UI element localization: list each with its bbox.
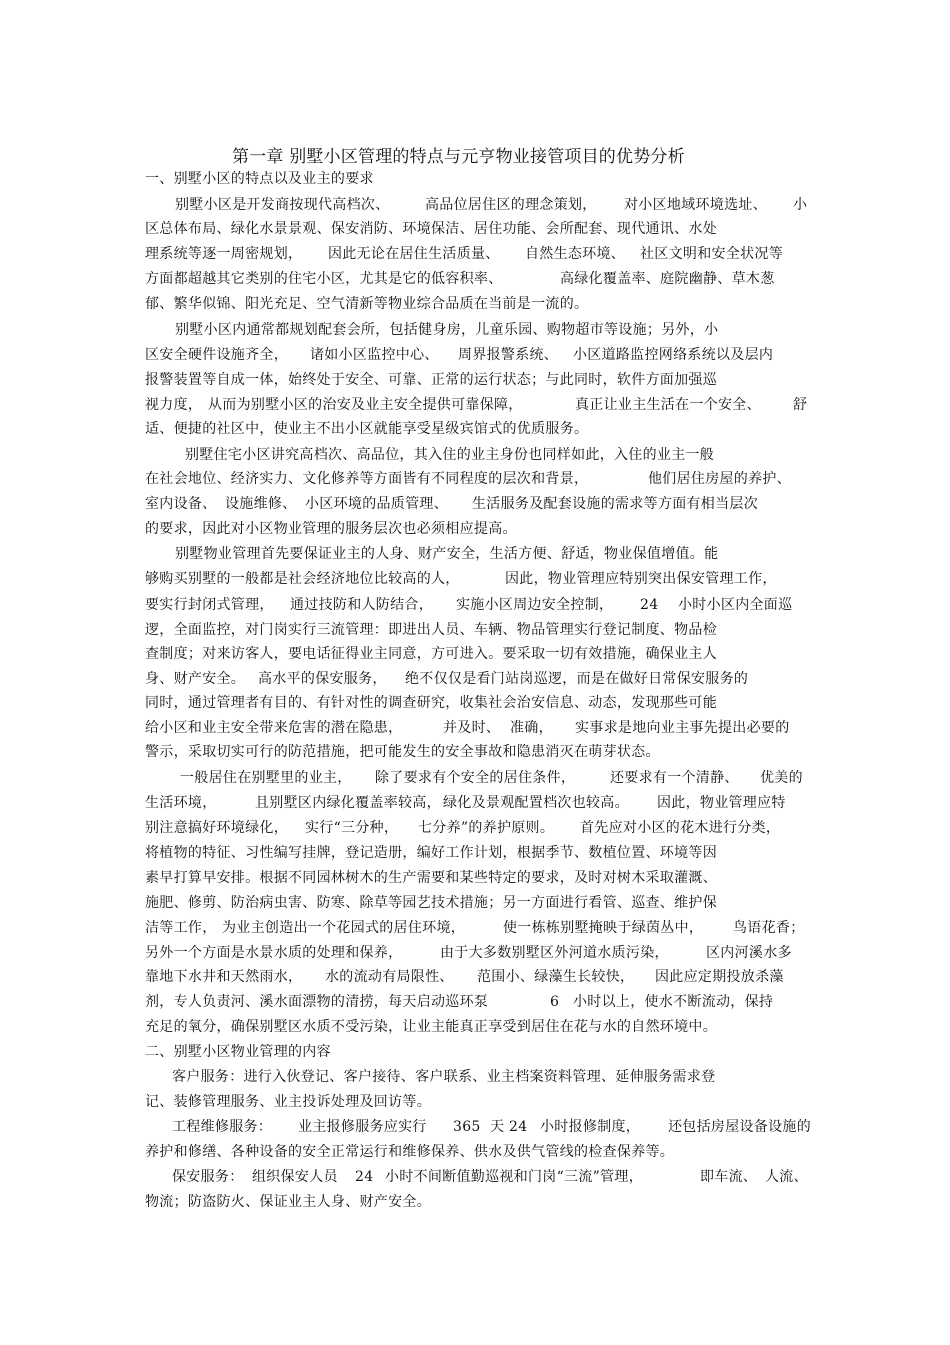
text-segment: 并及时、	[443, 720, 501, 736]
text-segment: 实行“三分种，	[305, 820, 399, 836]
text-segment: 视力度，	[145, 397, 203, 413]
paragraph-line: 物流；防盗防火、保证业主人身、财产安全。	[145, 1194, 431, 1210]
paragraph-line: 别墅物业管理首先要保证业主的人身、财产安全，生活方便、舒适，物业保值增值。能	[175, 546, 719, 562]
paragraph-line: 郁、繁华似锦、阳光充足、空气清新等物业综合品质在当前是一流的。	[145, 296, 589, 312]
paragraph-line: 记、装修管理服务、业主投诉处理及回访等。	[145, 1094, 431, 1110]
text-segment: 设施维修、	[225, 496, 297, 512]
text-segment: 小区道路监控网络系统以及层内	[573, 347, 774, 363]
text-segment: 组织保安人员	[252, 1169, 338, 1185]
text-segment: 要实行封闭式管理，	[145, 597, 274, 613]
text-segment: 因此无论在居住生活质量、	[328, 246, 500, 262]
section-heading: 二、别墅小区物业管理的内容	[145, 1044, 331, 1060]
chapter-title: 第一章 别墅小区管理的特点与元亨物业接管项目的优势分析	[232, 147, 685, 167]
text-segment: 高品位居住区的理念策划，	[425, 197, 597, 213]
text-segment: 由于大多数别墅区外河道水质污染，	[440, 945, 669, 961]
text-segment: 七分养”的养护原则。	[418, 820, 555, 836]
text-segment: 业主报修服务应实行	[298, 1119, 427, 1135]
text-segment: 小时小区内全面巡	[678, 597, 793, 613]
text-segment: 工程维修服务：	[172, 1119, 273, 1135]
text-segment: 区安全硬件设施齐全，	[145, 347, 288, 363]
section-heading: 一、别墅小区的特点以及业主的要求	[145, 171, 374, 187]
text-segment: 天 24	[490, 1119, 528, 1135]
text-segment: 剂，专人负责河、溪水面漂物的清捞，每天启动巡环泵	[145, 994, 489, 1010]
text-segment: 24	[640, 597, 659, 613]
text-segment: 绝不仅仅是看门站岗巡逻，而是在做好日常保安服务的	[405, 671, 749, 687]
paragraph-line: 逻，全面监控，对门岗实行三流管理：即进出人员、车辆、物品管理实行登记制度、物品检	[145, 622, 717, 638]
text-segment: 水的流动有局限性、	[325, 969, 454, 985]
text-segment: 优美的	[760, 770, 803, 786]
text-segment: 6	[550, 994, 560, 1010]
text-segment: 室内设备、	[145, 496, 217, 512]
text-segment: 因此应定期投放杀藻	[655, 969, 784, 985]
text-segment: 小区环境的品质管理、	[305, 496, 448, 512]
text-segment: 即车流、	[700, 1169, 758, 1185]
text-segment: 小	[793, 197, 808, 213]
text-segment: 实事求是地向业主事先提出必要的	[575, 720, 790, 736]
text-segment: 周界报警系统、	[458, 347, 559, 363]
text-segment: 身、财产安全。	[145, 671, 246, 687]
text-segment: 为业主创造出一个花园式的居住环境，	[222, 920, 466, 936]
text-segment: 通过技防和人防结合，	[290, 597, 433, 613]
text-segment: 高水平的保安服务，	[258, 671, 387, 687]
text-segment: 除了要求有个安全的居住条件，	[375, 770, 576, 786]
text-segment: 够购买别墅的一般都是社会经济地位比较高的人，	[145, 571, 460, 587]
paragraph-line: 客户服务：进行入伙登记、客户接待、客户联系、业主档案资料管理、延伸服务需求登	[172, 1069, 716, 1085]
paragraph-line: 别墅住宅小区讲究高档次、高品位，其入住的业主身份也同样如此，入住的业主一般	[185, 447, 715, 463]
text-segment: 在社会地位、经济实力、文化修养等方面皆有不同程度的层次和背景，	[145, 471, 589, 487]
paragraph-line: 查制度；对来访客人，要电话征得业主同意，方可进入。要采取一切有效措施，确保业主人	[145, 646, 717, 662]
text-segment: 首先应对小区的花木进行分类，	[580, 820, 781, 836]
text-segment: 舒	[793, 397, 808, 413]
paragraph-line: 警示，采取切实可行的防范措施，把可能发生的安全事故和隐患消灭在萌芽状态。	[145, 744, 660, 760]
text-segment: 他们居住房屋的养护、	[648, 471, 791, 487]
paragraph-line: 区总体布局、绿化水景景观、保安消防、环境保洁、居住功能、会所配套、现代通讯、水处	[145, 221, 717, 237]
text-segment: 因此，物业管理应特别突出保安管理工作，	[505, 571, 777, 587]
text-segment: 从而为别墅小区的治安及业主安全提供可靠保障，	[208, 397, 523, 413]
paragraph-line: 将植物的特征、习性编写挂牌，登记造册，编好工作计划，根据季节、数植位置、环境等因	[145, 845, 717, 861]
text-segment: 准确，	[510, 720, 553, 736]
text-segment: 绿化及景观配置档次也较高。	[443, 795, 629, 811]
text-segment: 保安服务：	[172, 1169, 244, 1185]
text-segment: 区内河溪水多	[706, 945, 792, 961]
paragraph-line: 的要求，因此对小区物业管理的服务层次也必须相应提高。	[145, 521, 517, 537]
paragraph-line: 报警装置等自成一体，始终处于安全、可靠、正常的运行状态；与此同时，软件方面加强巡	[145, 372, 717, 388]
text-segment: 范围小、绿藻生长较快，	[477, 969, 635, 985]
text-segment: 别墅小区是开发商按现代高档次、	[175, 197, 390, 213]
paragraph-line: 别墅小区内通常都规划配套会所，包括健身房，儿童乐园、购物超市等设施；另外，小	[175, 322, 719, 338]
text-segment: 生活服务及配套设施的需求等方面有相当层次	[472, 496, 758, 512]
text-segment: 诸如小区监控中心、	[310, 347, 439, 363]
text-segment: 因此，物业管理应特	[657, 795, 786, 811]
text-segment: 别注意搞好环境绿化，	[145, 820, 288, 836]
text-segment: 鸟语花香；	[733, 920, 805, 936]
text-segment: 还要求有一个清静、	[610, 770, 739, 786]
text-segment: 给小区和业主安全带来危害的潜在隐患，	[145, 720, 403, 736]
text-segment: 实施小区周边安全控制，	[456, 597, 614, 613]
text-segment: 理系统等逐一周密规划，	[145, 246, 303, 262]
paragraph-line: 充足的氧分，确保别墅区水质不受污染，让业主能真正享受到居住在花与水的自然环境中。	[145, 1019, 717, 1035]
text-segment: 靠地下水井和天然雨水，	[145, 969, 303, 985]
text-segment: 一般居住在别墅里的业主，	[180, 770, 352, 786]
text-segment: 高绿化覆盖率、庭院幽静、草木葱	[560, 271, 775, 287]
paragraph-line: 施肥、修剪、防治病虫害、防寒、除草等园艺技术措施；另一方面进行看管、巡查、维护保	[145, 895, 717, 911]
text-segment: 还包括房屋设备设施的	[668, 1119, 811, 1135]
text-segment: 且别墅区内绿化覆盖率较高，	[255, 795, 441, 811]
text-segment: 另外一个方面是水景水质的处理和保养，	[145, 945, 403, 961]
text-segment: 365	[453, 1119, 481, 1135]
text-segment: 对小区地域环境选址、	[624, 197, 767, 213]
text-segment: 真正让业主生活在一个安全、	[575, 397, 761, 413]
text-segment: 小时以上，使水不断流动，保持	[573, 994, 774, 1010]
text-segment: 24	[355, 1169, 374, 1185]
paragraph-line: 适、便捷的社区中，使业主不出小区就能享受星级宾馆式的优质服务。	[145, 421, 589, 437]
text-segment: 使一栋栋别墅掩映于绿茵丛中，	[503, 920, 704, 936]
paragraph-line: 养护和修缮、各种设备的安全正常运行和维修保养、供水及供气管线的检查保养等。	[145, 1144, 675, 1160]
text-segment: 方面都超越其它类别的住宅小区，尤其是它的低容积率、	[145, 271, 503, 287]
text-segment: 自然生态环境、	[525, 246, 626, 262]
text-segment: 人流、	[765, 1169, 808, 1185]
paragraph-line: 同时，通过管理者有目的、有针对性的调查研究，收集社会治安信息、动态，发现那些可能	[145, 695, 717, 711]
text-segment: 生活环境，	[145, 795, 217, 811]
text-segment: 社区文明和安全状况等	[640, 246, 783, 262]
text-segment: 洁等工作，	[145, 920, 217, 936]
paragraph-line: 素早打算早安排。根据不同园林树木的生产需要和某些特定的要求，及时对树木采取灌溉、	[145, 870, 717, 886]
text-segment: 小时报修制度，	[540, 1119, 641, 1135]
text-segment: 小时不间断值勤巡视和门岗“三流”管理，	[385, 1169, 644, 1185]
